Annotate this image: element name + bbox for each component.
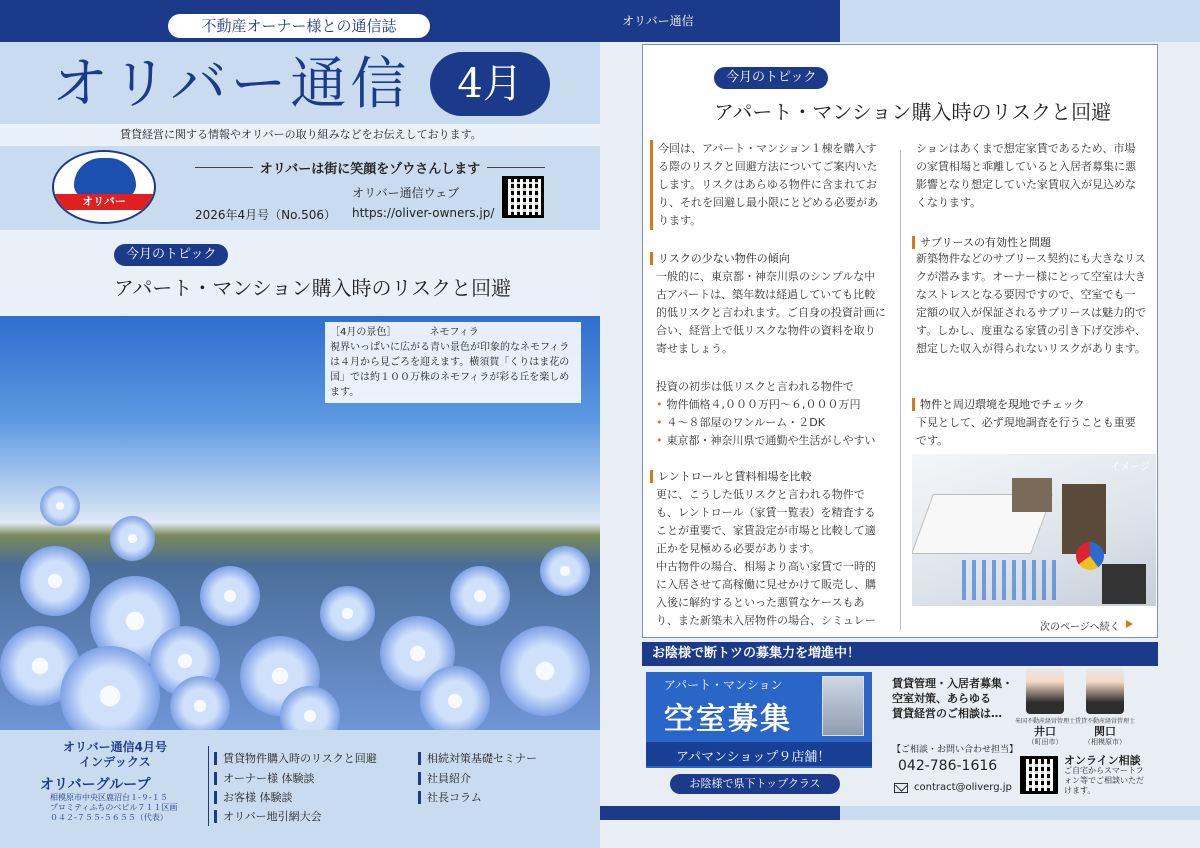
section-body: 中古物件の場合、相場より高い家賃で一時的に入居させて高稼働に見せかけて販売し、購入後に解約するといった悪質なケースもあり、また新築未入居物件の場合、シミュレー <box>656 560 876 627</box>
phone-number[interactable]: 042-786-1616 <box>898 758 998 774</box>
section-body: 更に、こうした低リスクと言われる物件でも、レントロール（家賃一覧表）を精査することが重要で、家賃設定が市場と比較して適正かを見極める必要があります。 <box>656 488 876 555</box>
section-heading: リスクの少ない物件の傾向 <box>650 252 790 265</box>
index-divider <box>208 746 209 826</box>
staff-photo <box>1026 668 1064 714</box>
list-item: • 東京都・神奈川県で通勤や生活がしやすい <box>656 432 876 450</box>
ad-description <box>892 676 1013 721</box>
article-topic-label: 今月のトピック <box>714 67 828 89</box>
article-footer-bar <box>600 806 840 820</box>
caption-subject: ネモフィラ <box>429 327 479 338</box>
apartment-building-icon <box>822 676 864 736</box>
article-title: アパート・マンション購入時のリスクと回避 <box>714 100 1112 124</box>
ad-desc-line3: 賃貸経営のご相談は… <box>892 707 1002 720</box>
article-footer-band <box>840 806 1200 820</box>
staff-role: 米国不動産経営管理士 <box>1014 718 1075 725</box>
staff-city: （町田市） <box>1027 738 1063 746</box>
section-heading: 物件と周辺環境を現地でチェック <box>912 398 1085 411</box>
photo-caption <box>325 322 581 403</box>
staff-name: 関口 <box>1094 725 1116 738</box>
caption-text: 視界いっぱいに広がる青い景色が印象的なネモフィラは４月から見ごろを迎えます。横須賀「くりはま花の国」では約１００万株のネモフィラが彩る丘を楽しめます。 <box>330 342 570 398</box>
staff-name: 井口 <box>1034 725 1056 738</box>
newsletter-title: オリバー通信 <box>52 52 411 117</box>
group-name: オリバーグループ <box>40 777 151 793</box>
elephant-icon <box>74 158 136 198</box>
ad-headline: お陰様で断トツの募集力を増進中！ <box>642 642 1158 666</box>
online-consult-desc: ご自宅からスマートフォン等でご相談いただけます。 <box>1064 766 1144 795</box>
mail-icon <box>894 783 908 793</box>
index-label <box>30 740 200 770</box>
index-label-line2: インデックス <box>79 755 151 769</box>
pie-chart-icon <box>1076 542 1104 570</box>
image-label: イメージ <box>1110 462 1150 473</box>
ad-subtitle: アパート・マンション <box>664 678 783 692</box>
company-address <box>50 793 177 823</box>
elephant-logo-icon <box>52 150 156 224</box>
staff-photo <box>1086 668 1124 714</box>
index-item: 賃貸物件購入時のリスクと回避 <box>214 752 377 765</box>
cover-subtitle: 賃貸経営に関する情報やオリバーの取り組みなどをお伝えしております。 <box>0 124 600 146</box>
contact-label: 【ご相談・お問い合わせ担当】 <box>892 745 1019 755</box>
cover-tagline: 不動産オーナー様との通信誌 <box>168 14 430 38</box>
article-intro: 今回は、アパート・マンション１棟を購入する際のリスクと回避方法についてご案内いたします。リスクはあらゆる物件に含まれており、それを回避し最小限にとどめる必要があります。 <box>650 140 886 230</box>
section-body: 下見として、必ず現地調査を行うことも重要です。 <box>916 416 1136 447</box>
ad-stores: アパマンショップ９店舗！ <box>676 750 831 765</box>
column-divider <box>900 150 901 630</box>
index-item: お客様 体験談 <box>214 791 293 804</box>
motto-rule-right <box>487 167 545 168</box>
index-item: 相続対策基礎セミナー <box>418 752 537 765</box>
triangle-right-icon <box>1126 620 1133 628</box>
email-address[interactable]: contract@oliverg.jp <box>914 782 1012 793</box>
index-item: オリバー地引網大会 <box>214 810 322 823</box>
topic-label: 今月のトピック <box>114 244 228 266</box>
ad-main-text: 空室募集 <box>664 702 792 737</box>
section-heading: レントロールと賃料相場を比較 <box>650 470 812 483</box>
logo-text: オリバー <box>54 194 154 210</box>
section-body: 一般的に、東京都・神奈川県のシンプルな中古アパートは、築年数は経過していても比較的低リスクと言われます。ご自身の投資計画に合い、経営上で低リスクな物件の資料を取り寄せましょう。 <box>656 270 886 355</box>
topic-title: アパート・マンション購入時のリスクと回避 <box>114 276 512 300</box>
website-url[interactable]: https://oliver-owners.jp/ <box>352 206 495 220</box>
index-item: 社長コラム <box>418 791 482 804</box>
article-header: オリバー通信 <box>600 0 840 42</box>
staff-city: （相模原市） <box>1084 738 1126 746</box>
caption-heading: ［4月の景色］ <box>330 327 397 338</box>
ad-desc-line2: 空室対策、あらゆる <box>892 692 991 705</box>
list-item: • ４〜８部屋のワンルーム・２DK <box>656 414 825 432</box>
list-item: • 物件価格４,０００万円〜６,０００万円 <box>656 396 861 414</box>
qr-code-icon[interactable] <box>1020 756 1058 794</box>
address-line2: プロミティふちのべビル７１１区画 <box>50 803 178 812</box>
qr-code-icon[interactable] <box>502 176 544 218</box>
staff-role: 賃貸不動産経営管理士 <box>1074 718 1135 725</box>
list-heading: 投資の初歩は低リスクと言われる物件で <box>656 380 854 393</box>
ad-rank-badge: お陰様で県下トップクラス <box>670 774 840 794</box>
index-label-line1: オリバー通信4月号 <box>63 740 167 754</box>
address-line1: 相模原市中央区鹿沼台１-９-１５ <box>50 793 168 802</box>
property-illustration <box>912 454 1156 606</box>
index-item: オーナー様 体験談 <box>214 772 315 785</box>
month-badge: 4月 <box>430 52 550 116</box>
section-heading: サブリースの有効性と問題 <box>912 236 1051 249</box>
calculator-icon <box>1102 564 1146 604</box>
article-header-band <box>840 0 1200 42</box>
index-item: 社員紹介 <box>418 772 471 785</box>
house-icon <box>1012 478 1052 512</box>
online-consult-label: オンライン相談 <box>1064 754 1141 767</box>
ad-desc-line1: 賃貸管理・入居者募集・ <box>892 677 1013 690</box>
section-body-continued: ションはあくまで想定家賃であるため、市場の家賃相場と乖離していると入居者募集に悪影響となり想定していた家賃収入が見込めなくなります。 <box>916 142 1136 209</box>
address-phone: ０４２-７５５-５６５５（代表） <box>50 813 168 822</box>
web-label: オリバー通信ウェブ <box>352 186 460 200</box>
bar-chart-icon <box>962 560 1062 600</box>
next-page-link[interactable]: 次のページへ続く <box>1040 622 1120 633</box>
section-body: 新築物件などのサブリース契約にも大きなリスクが潜みます。オーナー様にとって空室は大きなストレスとなる要因ですので、空室でも一定額の収入が保証されるサブリースは魅力的です。しかし、度重なる家賃の引き下げ交渉や、想定した収入が得られないリスクがあります。 <box>916 252 1147 355</box>
issue-number: 2026年4月号（No.506） <box>195 208 337 222</box>
motto: オリバーは街に笑顔をゾウさんします <box>259 162 481 177</box>
